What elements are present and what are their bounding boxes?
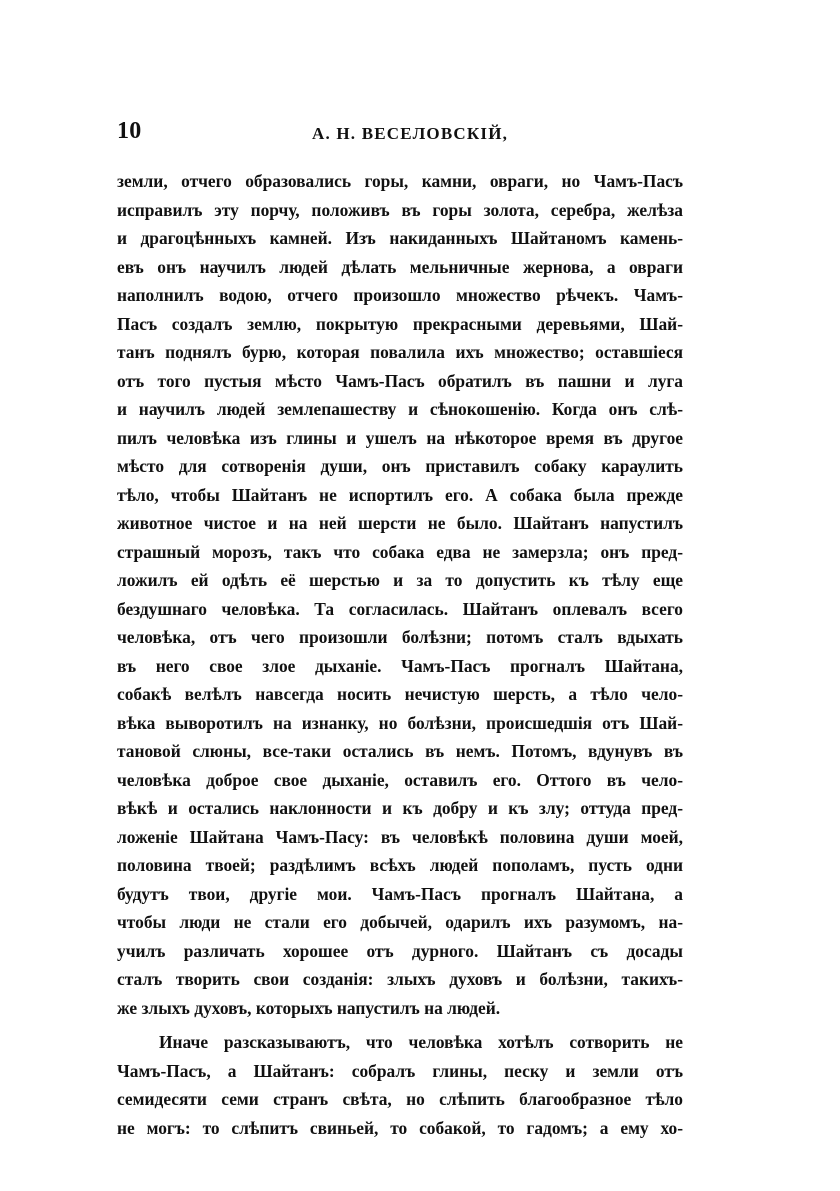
text-line: чтобы люди не стали его добычей, одарилъ ихъ разумомъ, на- — [117, 912, 683, 932]
text-line: Иначе разсказываютъ, что человѣка хотѣлъ сотворить не — [159, 1032, 683, 1052]
text-line: собакѣ велѣлъ навсегда носить нечистую шерсть, а тѣло чело- — [117, 684, 683, 704]
text-line: сталъ творить свои созданія: злыхъ духовъ и болѣзни, такихъ- — [117, 969, 683, 989]
text-line: ложилъ ей одѣть её шерстью и за то допустить къ тѣлу еще — [117, 570, 683, 590]
text-line: евъ онъ научилъ людей дѣлать мельничные жернова, а овраги — [117, 256, 683, 277]
text-line: будутъ твои, другіе мои. Чамъ-Пасъ прогналъ Шайтана, а — [117, 883, 683, 904]
text-line: же злыхъ духовъ, которыхъ напустилъ на людей. — [117, 997, 501, 1018]
text-line: вѣкѣ и остались наклонности и къ добру и къ злу; оттуда пред- — [117, 798, 683, 818]
text-line: вѣка выворотилъ на изнанку, но болѣзни, происшедшія отъ Шай- — [117, 712, 683, 733]
text-line: пилъ человѣка изъ глины и ушелъ на нѣкоторое время въ другое — [117, 427, 683, 448]
page-number: 10 — [117, 118, 142, 144]
running-head: А. Н. ВЕСЕЛОВСКІЙ, — [312, 124, 509, 143]
text-line: танъ поднялъ бурю, которая повалила ихъ множество; оставшіеся — [117, 342, 683, 362]
text-line: тановой слюны, все-таки остались въ немъ. Потомъ, вдунувъ въ — [117, 741, 683, 761]
text-line: ложеніе Шайтана Чамъ-Пасу: въ человѣкѣ половина души моей, — [117, 826, 683, 847]
text-line: не могъ: то слѣпитъ свиньей, то собакой, то гадомъ; а ему хо- — [117, 1117, 683, 1138]
text-line: половина твоей; раздѣлимъ всѣхъ людей пополамъ, пусть одни — [117, 855, 683, 875]
text-line: въ него свое злое дыханіе. Чамъ-Пасъ прогналъ Шайтана, — [117, 655, 683, 676]
text-line: исправилъ эту порчу, положивъ въ горы золота, серебра, желѣза — [117, 199, 683, 220]
text-line: мѣсто для сотворенія души, онъ приставилъ собаку караулить — [117, 456, 683, 476]
text-line: отъ того пустыя мѣсто Чамъ-Пасъ обратилъ въ пашни и луга — [117, 370, 683, 391]
text-line: наполнилъ водою, отчего произошло множество рѣчекъ. Чамъ- — [117, 285, 683, 305]
text-line: училъ различать хорошее отъ дурного. Шайтанъ съ досады — [117, 940, 683, 961]
text-line: Чамъ-Пасъ, а Шайтанъ: собралъ глины, песку и земли отъ — [117, 1060, 683, 1081]
text-line: бездушнаго человѣка. Та согласилась. Шайтанъ оплевалъ всего — [117, 598, 683, 619]
text-line: человѣка, отъ чего произошли болѣзни; потомъ сталъ вдыхать — [117, 627, 683, 647]
paragraph — [117, 167, 683, 1022]
body-text — [117, 167, 683, 1142]
text-line: земли, отчего образовались горы, камни, овраги, но Чамъ-Пасъ — [117, 171, 683, 191]
paragraph — [117, 1028, 683, 1142]
text-line: тѣло, чтобы Шайтанъ не испортилъ его. А собака была прежде — [117, 484, 683, 505]
text-line: семидесяти семи странъ свѣта, но слѣпить благообразное тѣло — [117, 1089, 683, 1109]
text-line: животное чистое и на ней шерсти не было. Шайтанъ напустилъ — [117, 513, 683, 533]
page-header — [117, 118, 683, 146]
text-line: страшный морозъ, такъ что собака едва не замерзла; онъ пред- — [117, 541, 683, 562]
text-line: и драгоцѣнныхъ камней. Изъ накиданныхъ Шайтаномъ камень- — [117, 228, 683, 248]
text-line: и научилъ людей землепашеству и сѣнокошенію. Когда онъ слѣ- — [117, 399, 683, 419]
text-line: Пасъ создалъ землю, покрытую прекрасными деревьями, Шай- — [117, 313, 683, 334]
text-line: человѣка доброе свое дыханіе, оставилъ его. Оттого въ чело- — [117, 769, 683, 790]
